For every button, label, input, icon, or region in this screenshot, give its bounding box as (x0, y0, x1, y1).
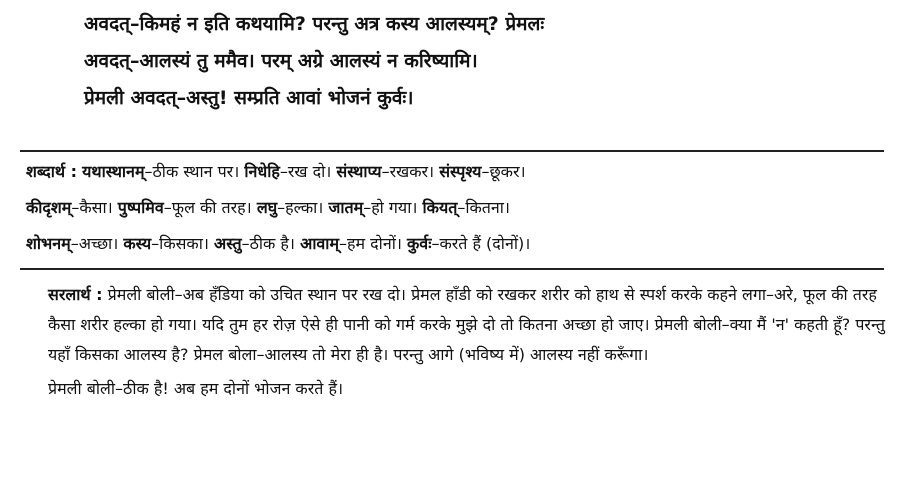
glossary-term: निधेहि (244, 162, 280, 181)
glossary-term: यथास्थानम् (82, 162, 145, 181)
glossary-term: संस्थाप्य (336, 162, 382, 181)
glossary-line (26, 226, 886, 262)
glossary-term: शोभनम् (26, 234, 71, 253)
glossary-label: शब्दार्थ : (26, 162, 78, 181)
glossary-term: लघु (256, 198, 278, 217)
glossary-meaning: –कैसा। (71, 198, 113, 217)
glossary-term: पुष्पमिव (117, 198, 164, 217)
glossary-term: जातम् (328, 198, 364, 217)
glossary-term: अस्तु (214, 234, 242, 253)
glossary-meaning: –छूकर। (481, 162, 526, 181)
glossary-meaning: –हल्का। (277, 198, 324, 217)
summary-closing: प्रेमली बोली–ठीक है! अब हम दोनों भोजन करते हैं। (48, 379, 344, 398)
divider-bottom (20, 268, 884, 270)
divider-top (20, 150, 884, 152)
glossary-meaning: –फूल की तरह। (163, 198, 252, 217)
story-text-block (84, 6, 884, 117)
glossary-term: कस्य (123, 234, 152, 253)
glossary-meaning: –करते हैं (दोनों)। (431, 234, 531, 253)
story-line: अवदत्–किमहं न इति कथयामि? परन्तु अत्र कस्य आलस्यम्? प्रेमलः (84, 13, 545, 35)
glossary-term: आवाम् (300, 234, 340, 253)
summary-section (10, 280, 888, 404)
glossary-meaning: –किसका। (151, 234, 209, 253)
story-line: अवदत्–आलस्यं तु ममैव। परम् अग्रे आलस्यं न करिष्यामि। (84, 50, 478, 72)
glossary-term: कुर्वः (407, 234, 432, 253)
glossary-term: संस्पृश्य (439, 162, 482, 181)
story-line: प्रेमली अवदत्–अस्तु! सम्प्रति आवां भोजनं कुर्वः। (84, 87, 414, 109)
glossary-line (26, 154, 886, 190)
summary-text: प्रेमली बोली–अब हँडिया को उचित स्थान पर रख दो। प्रेमल हाँडी को रखकर शरीर को हाथ से स्पर्श करके कहने लगा–अरे, फूल की तरह कैसा शरीर हल्का हो गया। यदि तुम हर रोज़ ऐसे ही पानी को गर्म करके मुझे दो तो कितना अच्छा हो जाए। प्रेमली बोली–क्या मैं 'न' कहती हूँ? परन्तु यहाँ किसका आलस्य है? प्रेमल बोला–आलस्य तो मेरा ही है। परन्तु आगे (भविष्य में) आलस्य नहीं करूँगा। (48, 285, 886, 364)
summary-label: सरलार्थ : (48, 285, 103, 304)
glossary-meaning: –अच्छा। (70, 234, 119, 253)
glossary-meaning: –कितना। (457, 198, 510, 217)
glossary-line (26, 190, 886, 226)
glossary-meaning: –ठीक है। (241, 234, 295, 253)
glossary-term: कियत् (422, 198, 458, 217)
glossary-section (26, 154, 886, 262)
glossary-meaning: –रख दो। (279, 162, 332, 181)
glossary-meaning: –ठीक स्थान पर। (144, 162, 240, 181)
summary-paragraph (10, 280, 888, 370)
glossary-term: कीदृशम् (26, 198, 72, 217)
glossary-meaning: –हो गया। (363, 198, 418, 217)
glossary-meaning: –हम दोनों। (339, 234, 402, 253)
glossary-meaning: –रखकर। (381, 162, 435, 181)
